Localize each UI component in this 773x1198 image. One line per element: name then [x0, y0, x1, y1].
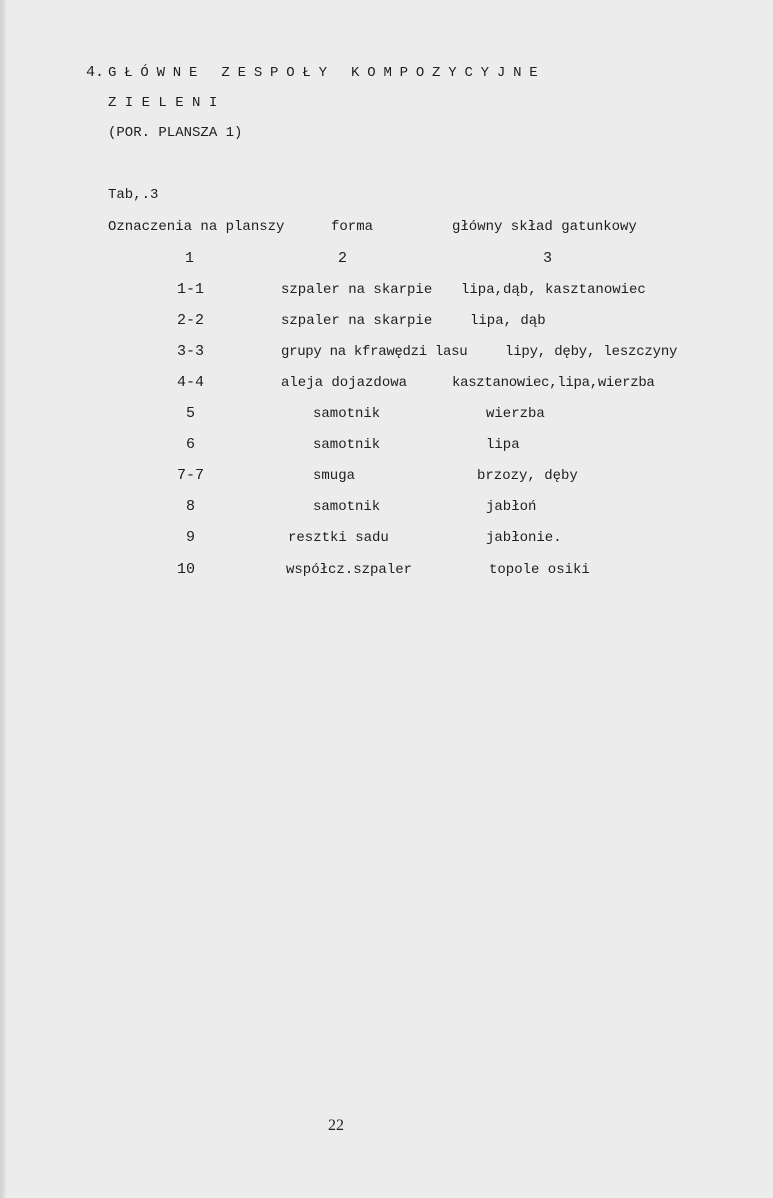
header-oznaczenia: Oznaczenia na planszy [108, 219, 285, 235]
page-edge [0, 0, 6, 1198]
column-number-1: 1 [185, 250, 195, 267]
row-species: lipy, dęby, leszczyny [505, 344, 678, 360]
row-mark: 9 [186, 529, 196, 546]
row-mark: 3-3 [177, 343, 205, 360]
header-sklad: główny skład gatunkowy [452, 219, 637, 235]
row-mark: 1-1 [177, 281, 205, 298]
row-form: szpaler na skarpie [281, 282, 433, 298]
section-number: 4. [86, 64, 105, 81]
row-form: grupy na kfrawędzi lasu [281, 344, 468, 360]
row-mark: 10 [177, 561, 196, 578]
row-species: lipa,dąb, kasztanowiec [461, 282, 646, 298]
row-form: resztki sadu [288, 530, 389, 546]
row-mark: 4-4 [177, 374, 205, 391]
row-mark: 5 [186, 405, 196, 422]
row-species: brzozy, dęby [477, 468, 578, 484]
row-form: współcz.szpaler [286, 562, 413, 578]
column-number-2: 2 [338, 250, 348, 267]
header-forma: forma [331, 219, 374, 235]
row-mark: 6 [186, 436, 196, 453]
section-title-line-1: G Ł Ó W N E Z E S P O Ł Y K O M P O Z Y C Y J N E [108, 65, 538, 81]
row-mark: 2-2 [177, 312, 205, 329]
row-species: jabłoń [486, 499, 537, 515]
row-mark: 8 [186, 498, 196, 515]
row-species: jabłonie. [486, 530, 562, 546]
row-species: lipa [486, 437, 520, 453]
section-title-line-2: Z I E L E N I [108, 95, 218, 111]
row-form: smuga [313, 468, 356, 484]
row-form: samotnik [313, 406, 381, 422]
row-form: samotnik [313, 437, 381, 453]
table-caption: Tab,.3 [108, 187, 159, 203]
row-species: topole osiki [489, 562, 590, 578]
page-number: 22 [328, 1117, 344, 1134]
row-species: kasztanowiec,lipa,wierzba [452, 375, 655, 391]
row-form: szpaler na skarpie [281, 313, 433, 329]
row-mark: 7-7 [177, 467, 205, 484]
section-subtitle: (POR. PLANSZA 1) [108, 125, 243, 141]
row-species: wierzba [486, 406, 545, 422]
row-form: aleja dojazdowa [281, 375, 408, 391]
column-number-3: 3 [543, 250, 553, 267]
row-form: samotnik [313, 499, 381, 515]
row-species: lipa, dąb [470, 313, 546, 329]
